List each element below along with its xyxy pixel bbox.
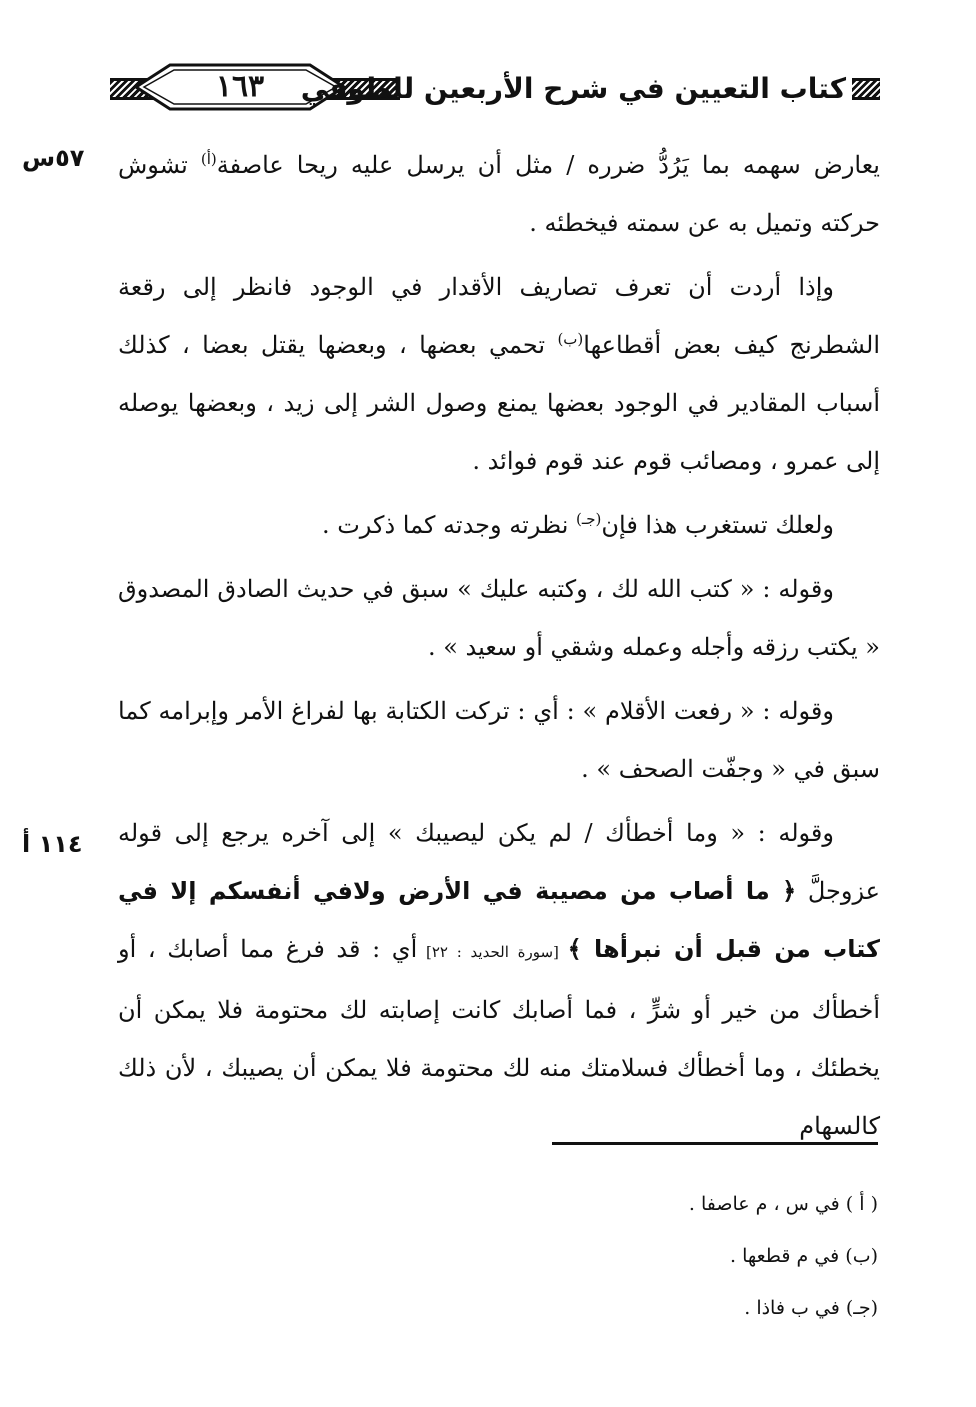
margin-note-manuscript-s: ٥٧س [22,144,85,172]
footnote-c: (جـ) في ب فاذا . [744,1297,878,1319]
header-ornament-right [852,78,880,100]
paragraph-6 [118,804,880,1155]
footnote-a: ( أ ) في س ، م عاصفا . [688,1193,878,1215]
paragraph-3-text-a: ولعلك تستغرب هذا فإن [601,511,834,539]
quran-verse: ﴿ ما أصاب من مصيبة في الأرض ولافي أنفسكم إلا في كتاب من قبل أن نبرأها ﴾ [118,877,880,963]
footnote-separator [552,1142,878,1145]
verse-reference: [سورة الحديد : ٢٢] [417,943,568,961]
footnote-b: (ب) في م قطعها . [730,1245,878,1267]
page-header [110,60,880,118]
page-number: ١٦٣ [215,69,265,104]
paragraph-4: وقوله : « كتب الله لك ، وكتبه عليك » سبق في حديث الصادق المصدوق « يكتب رزقه وأجله وعمله وشقي أو سعيد » . [118,575,880,661]
paragraph-2-text-a: وإذا أردت أن تعرف تصاريف الأقدار في الوجود فانظر إلى رقعة الشطرنج كيف بعض أقطاعها [118,273,880,359]
footnotes [520,1178,878,1334]
paragraph-3-text-b: نظرته وجدته كما ذكرت . [321,511,576,539]
paragraph-1-text-a: يعارض سهمه بما يَرُدُّ ضرره / مثل أن يرسل عليه ريحا عاصفة [216,151,880,179]
paragraph-3 [118,496,880,554]
paragraph-6-text-b: أي : قد فرغ مما أصابك ، أو أخطأك من خير أو شرٍّ ، فما أصابك كانت إصابته لك محتومة فلا يمكن أن يخطئك ، وما أخطأك فسلامتك منه لك محتومة فلا يمكن أن يصيبك ، لأن ذلك كالسهام [118,935,880,1140]
main-text [118,136,880,1161]
book-title: كتاب التعيين في شرح الأربعين للطوفي [300,72,846,105]
footnote-marker-c: (جـ) [576,510,602,528]
margin-note-manuscript-a: ١١٤ أ [22,830,83,858]
footnote-marker-b: (ب) [557,330,584,348]
paragraph-2 [118,258,880,490]
paragraph-1-text-b: تشوش حركته وتميل به عن سمته فيخطئه . [118,151,880,237]
paragraph-2-text-b: تحمي بعضها ، وبعضها يقتل بعضا ، كذلك أسباب المقادير في الوجود بعضها يمنع وصول الشر إلى زيد ، وبعضها يوصله إلى عمرو ، ومصائب قوم عند قوم فوائد . [118,331,880,475]
footnote-marker-a: (أ) [200,150,217,168]
paragraph-1 [118,136,880,252]
paragraph-5: وقوله : « رفعت الأقلام » : أي : تركت الكتابة بها لفراغ الأمر وإبرامه كما سبق في « وجفّت الصحف » . [118,697,880,783]
paragraph-6-text-a: وقوله : « وما أخطأك / لم يكن ليصيبك » إلى آخره يرجع إلى قوله عزوجلَّ [118,819,881,905]
